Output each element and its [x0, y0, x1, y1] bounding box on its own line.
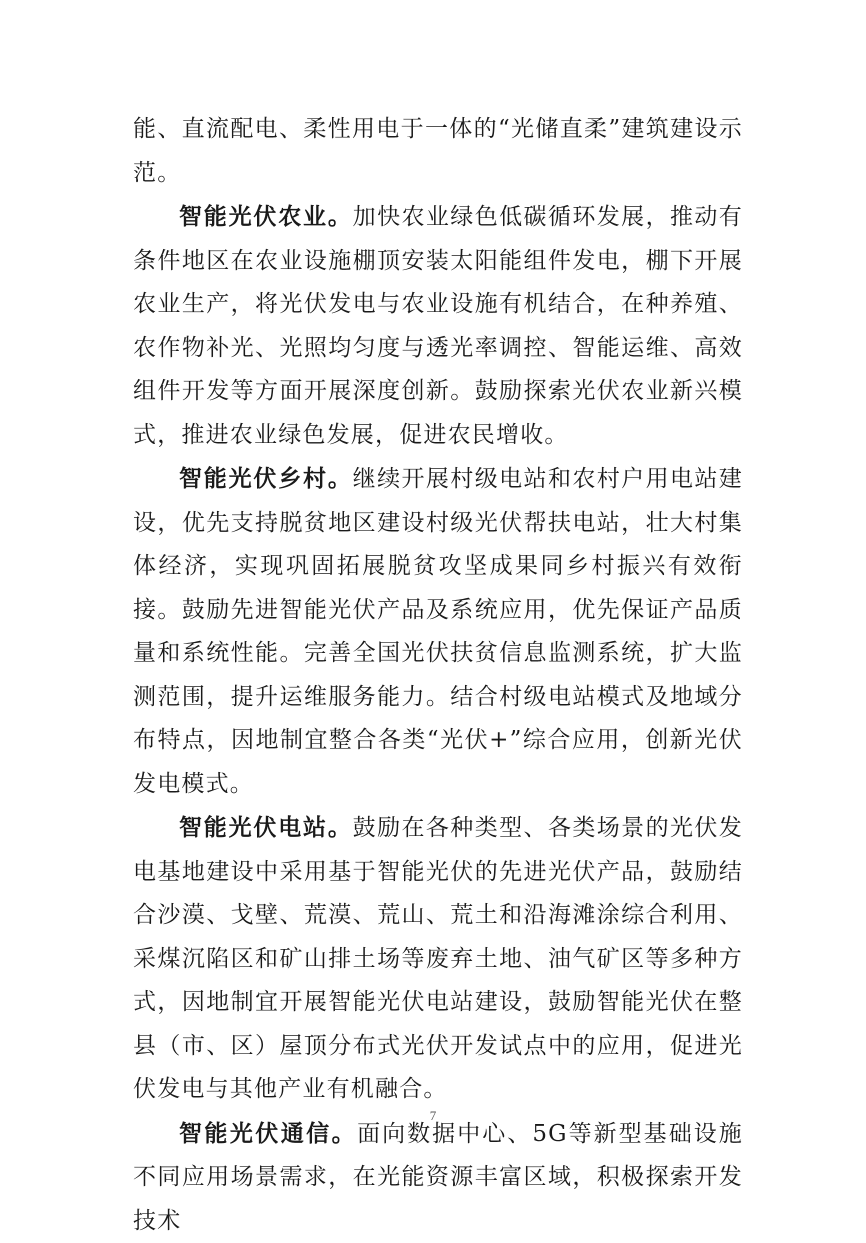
- paragraph-smart-pv-village: [133, 457, 743, 806]
- paragraph-smart-pv-station: [133, 806, 743, 1112]
- paragraph-heading: 智能光伏通信。: [179, 1120, 357, 1147]
- body-text: [133, 108, 743, 1243]
- paragraph-body: 面向数据中心、5G等新型基础设施不同应用场景需求，在光能资源丰富区域，积极探索开发技术: [133, 1121, 743, 1234]
- paragraph-body: 加快农业绿色低碳循环发展，推动有条件地区在农业设施棚顶安装太阳能组件发电，棚下开展农业生产，将光伏发电与农业设施有机结合，在种养殖、农作物补光、光照均匀度与透光率调控、智能运维、高效组件开发等方面开展深度创新。鼓励探索光伏农业新兴模式，推进农业绿色发展，促进农民增收。: [133, 204, 743, 448]
- paragraph-body: 能、直流配电、柔性用电于一体的“光储直柔”建筑建设示范。: [133, 116, 743, 186]
- paragraph-smart-pv-communication: [133, 1112, 743, 1243]
- paragraph-continuation: [133, 108, 743, 195]
- paragraph-body: 继续开展村级电站和农村户用电站建设，优先支持脱贫地区建设村级光伏帮扶电站，壮大村集体经济，实现巩固拓展脱贫攻坚成果同乡村振兴有效衔接。鼓励先进智能光伏产品及系统应用，优先保证产品质量和系统性能。完善全国光伏扶贫信息监测系统，扩大监测范围，提升运维服务能力。结合村级电站模式及地域分布特点，因地制宜整合各类“光伏+”综合应用，创新光伏发电模式。: [133, 466, 743, 797]
- paragraph-smart-pv-agriculture: [133, 195, 743, 457]
- paragraph-heading: 智能光伏电站。: [179, 814, 353, 841]
- paragraph-heading: 智能光伏农业。: [179, 203, 353, 230]
- paragraph-heading: 智能光伏乡村。: [179, 465, 353, 492]
- page-number: 7: [0, 1108, 866, 1124]
- paragraph-body: 鼓励在各种类型、各类场景的光伏发电基地建设中采用基于智能光伏的先进光伏产品，鼓励结合沙漠、戈壁、荒漠、荒山、荒土和沿海滩涂综合利用、采煤沉陷区和矿山排土场等废弃土地、油气矿区等多种方式，因地制宜开展智能光伏电站建设，鼓励智能光伏在整县（市、区）屋顶分布式光伏开发试点中的应用，促进光伏发电与其他产业有机融合。: [133, 815, 743, 1102]
